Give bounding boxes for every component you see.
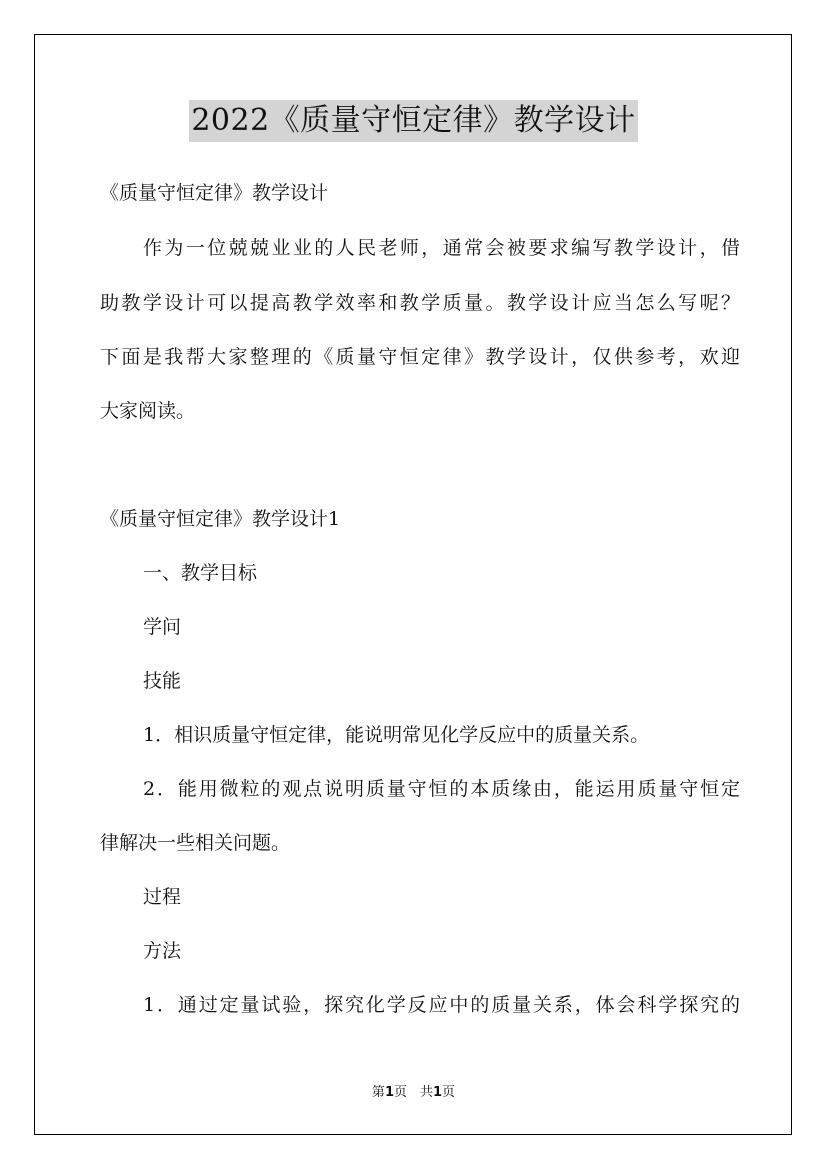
method-label: 方法	[143, 940, 182, 962]
goal-item-2-line-1: 2．能用微粒的观点说明质量守恒的本质缘由，能运用质量守恒定	[143, 778, 740, 800]
intro-line-1: 作为一位兢兢业业的人民老师，通常会被要求编写教学设计，借	[143, 237, 740, 259]
knowledge-label: 学问	[143, 616, 182, 638]
footer-mid: 页 共	[393, 1085, 433, 1100]
process-label: 过程	[143, 886, 182, 908]
intro-line-2: 助教学设计可以提高教学效率和教学质量。教学设计应当怎么写呢？	[100, 292, 740, 314]
goals-heading: 一、教学目标	[143, 562, 258, 584]
skill-label: 技能	[143, 670, 182, 692]
document-title: 2022《质量守恒定律》教学设计	[189, 100, 637, 142]
intro-line-4: 大家阅读。	[100, 400, 196, 422]
subtitle: 《质量守恒定律》教学设计	[100, 182, 329, 204]
title-wrap	[0, 100, 827, 142]
goal-item-3: 1．通过定量试验，探究化学反应中的质量关系，体会科学探究的	[143, 994, 740, 1016]
footer-suffix: 页	[442, 1085, 456, 1100]
goal-item-1: 1．相识质量守恒定律，能说明常见化学反应中的质量关系。	[143, 724, 650, 746]
page-footer	[0, 1084, 827, 1102]
section-heading: 《质量守恒定律》教学设计1	[100, 508, 341, 530]
footer-current-page: 1	[384, 1085, 394, 1100]
intro-line-3: 下面是我帮大家整理的《质量守恒定律》教学设计，仅供参考，欢迎	[100, 346, 740, 368]
footer-prefix: 第	[371, 1085, 385, 1100]
footer-total-pages: 1	[433, 1085, 443, 1100]
goal-item-2-line-2: 律解决一些相关问题。	[100, 832, 291, 854]
